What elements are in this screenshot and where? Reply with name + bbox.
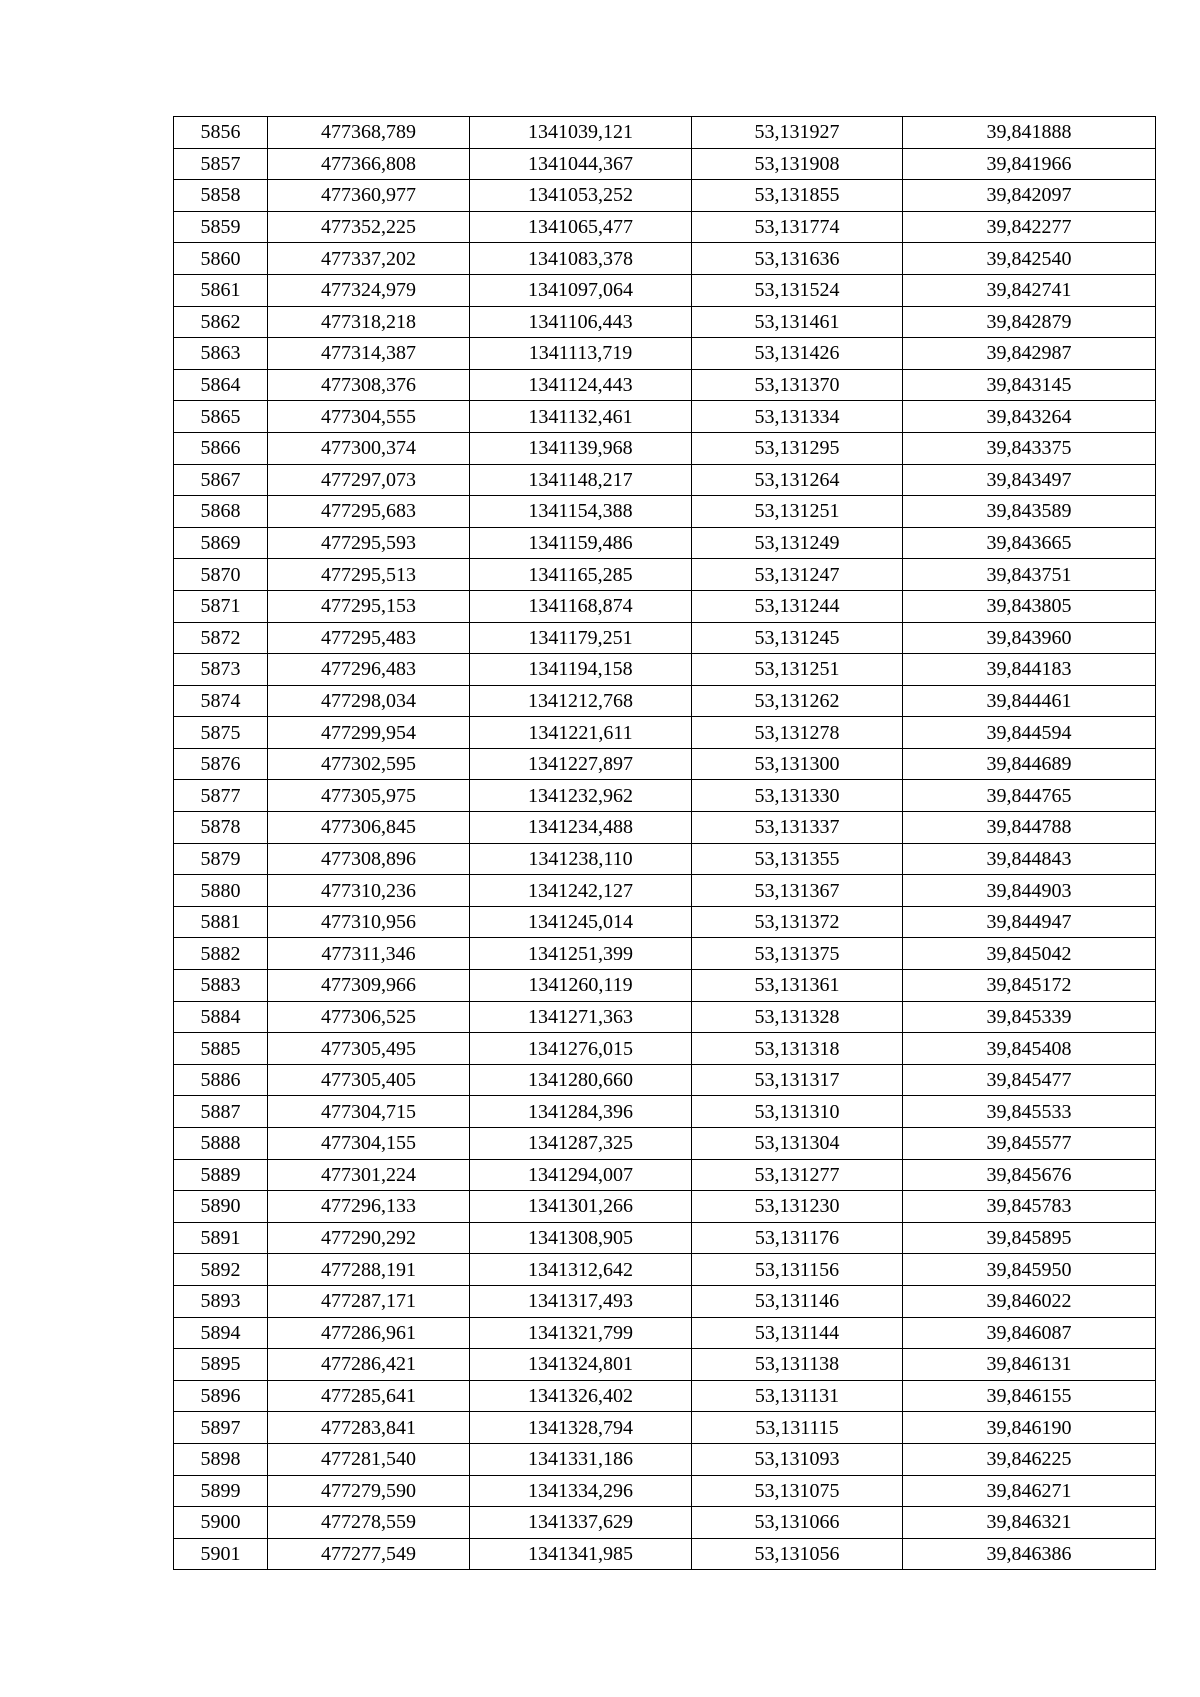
table-row (174, 306, 1156, 338)
y-coordinate-cell: 1341113,719 (470, 338, 692, 370)
latitude-cell: 53,131264 (692, 464, 903, 496)
y-coordinate-cell: 1341245,014 (470, 906, 692, 938)
longitude-cell: 39,841888 (903, 117, 1156, 149)
y-coordinate-cell: 1341212,768 (470, 685, 692, 717)
point-number-cell: 5876 (174, 748, 268, 780)
longitude-cell: 39,844765 (903, 780, 1156, 812)
x-coordinate-cell: 477302,595 (268, 748, 470, 780)
y-coordinate-cell: 1341238,110 (470, 843, 692, 875)
x-coordinate-cell: 477324,979 (268, 274, 470, 306)
longitude-cell: 39,846022 (903, 1285, 1156, 1317)
longitude-cell: 39,843145 (903, 369, 1156, 401)
latitude-cell: 53,131927 (692, 117, 903, 149)
y-coordinate-cell: 1341312,642 (470, 1254, 692, 1286)
table-row (174, 1443, 1156, 1475)
table-row (174, 717, 1156, 749)
table-row (174, 906, 1156, 938)
latitude-cell: 53,131426 (692, 338, 903, 370)
longitude-cell: 39,841966 (903, 148, 1156, 180)
point-number-cell: 5879 (174, 843, 268, 875)
y-coordinate-cell: 1341083,378 (470, 243, 692, 275)
y-coordinate-cell: 1341276,015 (470, 1033, 692, 1065)
y-coordinate-cell: 1341324,801 (470, 1349, 692, 1381)
point-number-cell: 5893 (174, 1285, 268, 1317)
x-coordinate-cell: 477295,153 (268, 590, 470, 622)
point-number-cell: 5895 (174, 1349, 268, 1381)
table-row (174, 1159, 1156, 1191)
x-coordinate-cell: 477318,218 (268, 306, 470, 338)
x-coordinate-cell: 477290,292 (268, 1222, 470, 1254)
longitude-cell: 39,843375 (903, 432, 1156, 464)
table-row (174, 1507, 1156, 1539)
x-coordinate-cell: 477306,845 (268, 812, 470, 844)
longitude-cell: 39,845533 (903, 1096, 1156, 1128)
latitude-cell: 53,131176 (692, 1222, 903, 1254)
y-coordinate-cell: 1341106,443 (470, 306, 692, 338)
x-coordinate-cell: 477295,513 (268, 559, 470, 591)
y-coordinate-cell: 1341132,461 (470, 401, 692, 433)
point-number-cell: 5886 (174, 1064, 268, 1096)
table-row (174, 243, 1156, 275)
longitude-cell: 39,845783 (903, 1191, 1156, 1223)
latitude-cell: 53,131370 (692, 369, 903, 401)
longitude-cell: 39,843960 (903, 622, 1156, 654)
longitude-cell: 39,844788 (903, 812, 1156, 844)
table-row (174, 1475, 1156, 1507)
longitude-cell: 39,844843 (903, 843, 1156, 875)
longitude-cell: 39,842540 (903, 243, 1156, 275)
latitude-cell: 53,131317 (692, 1064, 903, 1096)
y-coordinate-cell: 1341227,897 (470, 748, 692, 780)
table-row (174, 938, 1156, 970)
table-row (174, 875, 1156, 907)
longitude-cell: 39,845408 (903, 1033, 1156, 1065)
latitude-cell: 53,131855 (692, 180, 903, 212)
longitude-cell: 39,846321 (903, 1507, 1156, 1539)
longitude-cell: 39,844903 (903, 875, 1156, 907)
longitude-cell: 39,842879 (903, 306, 1156, 338)
table-row (174, 559, 1156, 591)
longitude-cell: 39,842097 (903, 180, 1156, 212)
latitude-cell: 53,131245 (692, 622, 903, 654)
y-coordinate-cell: 1341251,399 (470, 938, 692, 970)
longitude-cell: 39,844947 (903, 906, 1156, 938)
latitude-cell: 53,131908 (692, 148, 903, 180)
latitude-cell: 53,131262 (692, 685, 903, 717)
point-number-cell: 5872 (174, 622, 268, 654)
y-coordinate-cell: 1341221,611 (470, 717, 692, 749)
table-row (174, 970, 1156, 1002)
x-coordinate-cell: 477286,421 (268, 1349, 470, 1381)
table-row (174, 148, 1156, 180)
point-number-cell: 5883 (174, 970, 268, 1002)
latitude-cell: 53,131144 (692, 1317, 903, 1349)
point-number-cell: 5900 (174, 1507, 268, 1539)
latitude-cell: 53,131375 (692, 938, 903, 970)
point-number-cell: 5881 (174, 906, 268, 938)
x-coordinate-cell: 477304,555 (268, 401, 470, 433)
y-coordinate-cell: 1341331,186 (470, 1443, 692, 1475)
point-number-cell: 5862 (174, 306, 268, 338)
point-number-cell: 5857 (174, 148, 268, 180)
point-number-cell: 5890 (174, 1191, 268, 1223)
longitude-cell: 39,846225 (903, 1443, 1156, 1475)
table-row (174, 369, 1156, 401)
y-coordinate-cell: 1341065,477 (470, 211, 692, 243)
x-coordinate-cell: 477308,376 (268, 369, 470, 401)
table-row (174, 685, 1156, 717)
x-coordinate-cell: 477352,225 (268, 211, 470, 243)
x-coordinate-cell: 477295,683 (268, 496, 470, 528)
latitude-cell: 53,131056 (692, 1538, 903, 1570)
latitude-cell: 53,131367 (692, 875, 903, 907)
point-number-cell: 5885 (174, 1033, 268, 1065)
point-number-cell: 5861 (174, 274, 268, 306)
y-coordinate-cell: 1341179,251 (470, 622, 692, 654)
table-row (174, 527, 1156, 559)
point-number-cell: 5882 (174, 938, 268, 970)
point-number-cell: 5880 (174, 875, 268, 907)
longitude-cell: 39,842277 (903, 211, 1156, 243)
table-row (174, 180, 1156, 212)
y-coordinate-cell: 1341328,794 (470, 1412, 692, 1444)
point-number-cell: 5865 (174, 401, 268, 433)
longitude-cell: 39,844689 (903, 748, 1156, 780)
y-coordinate-cell: 1341232,962 (470, 780, 692, 812)
latitude-cell: 53,131251 (692, 496, 903, 528)
x-coordinate-cell: 477295,593 (268, 527, 470, 559)
latitude-cell: 53,131310 (692, 1096, 903, 1128)
table-row (174, 1254, 1156, 1286)
y-coordinate-cell: 1341165,285 (470, 559, 692, 591)
table-row (174, 780, 1156, 812)
longitude-cell: 39,845172 (903, 970, 1156, 1002)
table-row (174, 1380, 1156, 1412)
x-coordinate-cell: 477314,387 (268, 338, 470, 370)
y-coordinate-cell: 1341326,402 (470, 1380, 692, 1412)
x-coordinate-cell: 477298,034 (268, 685, 470, 717)
longitude-cell: 39,843497 (903, 464, 1156, 496)
point-number-cell: 5892 (174, 1254, 268, 1286)
longitude-cell: 39,846087 (903, 1317, 1156, 1349)
x-coordinate-cell: 477310,236 (268, 875, 470, 907)
y-coordinate-cell: 1341159,486 (470, 527, 692, 559)
longitude-cell: 39,845895 (903, 1222, 1156, 1254)
latitude-cell: 53,131337 (692, 812, 903, 844)
x-coordinate-cell: 477279,590 (268, 1475, 470, 1507)
point-number-cell: 5874 (174, 685, 268, 717)
latitude-cell: 53,131304 (692, 1128, 903, 1160)
latitude-cell: 53,131636 (692, 243, 903, 275)
x-coordinate-cell: 477306,525 (268, 1001, 470, 1033)
coordinates-table-body (174, 117, 1156, 1570)
point-number-cell: 5871 (174, 590, 268, 622)
point-number-cell: 5888 (174, 1128, 268, 1160)
longitude-cell: 39,843665 (903, 527, 1156, 559)
x-coordinate-cell: 477296,133 (268, 1191, 470, 1223)
y-coordinate-cell: 1341337,629 (470, 1507, 692, 1539)
table-row (174, 274, 1156, 306)
table-row (174, 843, 1156, 875)
y-coordinate-cell: 1341039,121 (470, 117, 692, 149)
x-coordinate-cell: 477309,966 (268, 970, 470, 1002)
y-coordinate-cell: 1341242,127 (470, 875, 692, 907)
latitude-cell: 53,131230 (692, 1191, 903, 1223)
table-row (174, 1096, 1156, 1128)
x-coordinate-cell: 477297,073 (268, 464, 470, 496)
latitude-cell: 53,131249 (692, 527, 903, 559)
longitude-cell: 39,843264 (903, 401, 1156, 433)
latitude-cell: 53,131355 (692, 843, 903, 875)
y-coordinate-cell: 1341097,064 (470, 274, 692, 306)
latitude-cell: 53,131278 (692, 717, 903, 749)
x-coordinate-cell: 477300,374 (268, 432, 470, 464)
x-coordinate-cell: 477305,975 (268, 780, 470, 812)
point-number-cell: 5867 (174, 464, 268, 496)
table-row (174, 1033, 1156, 1065)
longitude-cell: 39,845676 (903, 1159, 1156, 1191)
table-row (174, 590, 1156, 622)
y-coordinate-cell: 1341334,296 (470, 1475, 692, 1507)
point-number-cell: 5878 (174, 812, 268, 844)
point-number-cell: 5858 (174, 180, 268, 212)
point-number-cell: 5887 (174, 1096, 268, 1128)
table-row (174, 496, 1156, 528)
table-row (174, 1001, 1156, 1033)
x-coordinate-cell: 477277,549 (268, 1538, 470, 1570)
table-row (174, 1538, 1156, 1570)
latitude-cell: 53,131372 (692, 906, 903, 938)
point-number-cell: 5896 (174, 1380, 268, 1412)
y-coordinate-cell: 1341301,266 (470, 1191, 692, 1223)
table-row (174, 1222, 1156, 1254)
x-coordinate-cell: 477281,540 (268, 1443, 470, 1475)
table-row (174, 622, 1156, 654)
point-number-cell: 5873 (174, 654, 268, 686)
x-coordinate-cell: 477305,495 (268, 1033, 470, 1065)
x-coordinate-cell: 477310,956 (268, 906, 470, 938)
point-number-cell: 5889 (174, 1159, 268, 1191)
y-coordinate-cell: 1341168,874 (470, 590, 692, 622)
y-coordinate-cell: 1341280,660 (470, 1064, 692, 1096)
x-coordinate-cell: 477295,483 (268, 622, 470, 654)
point-number-cell: 5897 (174, 1412, 268, 1444)
table-row (174, 117, 1156, 149)
y-coordinate-cell: 1341341,985 (470, 1538, 692, 1570)
table-row (174, 1412, 1156, 1444)
point-number-cell: 5866 (174, 432, 268, 464)
longitude-cell: 39,843805 (903, 590, 1156, 622)
point-number-cell: 5870 (174, 559, 268, 591)
point-number-cell: 5898 (174, 1443, 268, 1475)
latitude-cell: 53,131156 (692, 1254, 903, 1286)
latitude-cell: 53,131075 (692, 1475, 903, 1507)
point-number-cell: 5868 (174, 496, 268, 528)
point-number-cell: 5875 (174, 717, 268, 749)
point-number-cell: 5859 (174, 211, 268, 243)
longitude-cell: 39,845577 (903, 1128, 1156, 1160)
longitude-cell: 39,842987 (903, 338, 1156, 370)
point-number-cell: 5856 (174, 117, 268, 149)
point-number-cell: 5860 (174, 243, 268, 275)
latitude-cell: 53,131066 (692, 1507, 903, 1539)
latitude-cell: 53,131146 (692, 1285, 903, 1317)
longitude-cell: 39,845477 (903, 1064, 1156, 1096)
latitude-cell: 53,131244 (692, 590, 903, 622)
table-row (174, 654, 1156, 686)
x-coordinate-cell: 477311,346 (268, 938, 470, 970)
y-coordinate-cell: 1341287,325 (470, 1128, 692, 1160)
latitude-cell: 53,131277 (692, 1159, 903, 1191)
point-number-cell: 5901 (174, 1538, 268, 1570)
x-coordinate-cell: 477296,483 (268, 654, 470, 686)
x-coordinate-cell: 477304,155 (268, 1128, 470, 1160)
x-coordinate-cell: 477299,954 (268, 717, 470, 749)
point-number-cell: 5869 (174, 527, 268, 559)
x-coordinate-cell: 477337,202 (268, 243, 470, 275)
latitude-cell: 53,131774 (692, 211, 903, 243)
x-coordinate-cell: 477305,405 (268, 1064, 470, 1096)
latitude-cell: 53,131251 (692, 654, 903, 686)
table-row (174, 1128, 1156, 1160)
longitude-cell: 39,845339 (903, 1001, 1156, 1033)
y-coordinate-cell: 1341321,799 (470, 1317, 692, 1349)
longitude-cell: 39,846271 (903, 1475, 1156, 1507)
x-coordinate-cell: 477285,641 (268, 1380, 470, 1412)
table-row (174, 812, 1156, 844)
latitude-cell: 53,131318 (692, 1033, 903, 1065)
longitude-cell: 39,846386 (903, 1538, 1156, 1570)
table-row (174, 1285, 1156, 1317)
y-coordinate-cell: 1341234,488 (470, 812, 692, 844)
longitude-cell: 39,846131 (903, 1349, 1156, 1381)
x-coordinate-cell: 477283,841 (268, 1412, 470, 1444)
table-row (174, 748, 1156, 780)
x-coordinate-cell: 477278,559 (268, 1507, 470, 1539)
longitude-cell: 39,843751 (903, 559, 1156, 591)
y-coordinate-cell: 1341139,968 (470, 432, 692, 464)
y-coordinate-cell: 1341308,905 (470, 1222, 692, 1254)
table-row (174, 432, 1156, 464)
latitude-cell: 53,131093 (692, 1443, 903, 1475)
latitude-cell: 53,131334 (692, 401, 903, 433)
y-coordinate-cell: 1341260,119 (470, 970, 692, 1002)
latitude-cell: 53,131330 (692, 780, 903, 812)
x-coordinate-cell: 477366,808 (268, 148, 470, 180)
latitude-cell: 53,131461 (692, 306, 903, 338)
point-number-cell: 5877 (174, 780, 268, 812)
table-row (174, 1317, 1156, 1349)
table-row (174, 464, 1156, 496)
coordinates-table (173, 116, 1156, 1570)
point-number-cell: 5891 (174, 1222, 268, 1254)
point-number-cell: 5884 (174, 1001, 268, 1033)
table-row (174, 211, 1156, 243)
longitude-cell: 39,842741 (903, 274, 1156, 306)
x-coordinate-cell: 477308,896 (268, 843, 470, 875)
longitude-cell: 39,845042 (903, 938, 1156, 970)
longitude-cell: 39,846190 (903, 1412, 1156, 1444)
x-coordinate-cell: 477368,789 (268, 117, 470, 149)
table-row (174, 1191, 1156, 1223)
x-coordinate-cell: 477287,171 (268, 1285, 470, 1317)
y-coordinate-cell: 1341154,388 (470, 496, 692, 528)
latitude-cell: 53,131247 (692, 559, 903, 591)
y-coordinate-cell: 1341317,493 (470, 1285, 692, 1317)
y-coordinate-cell: 1341294,007 (470, 1159, 692, 1191)
latitude-cell: 53,131328 (692, 1001, 903, 1033)
latitude-cell: 53,131138 (692, 1349, 903, 1381)
latitude-cell: 53,131524 (692, 274, 903, 306)
x-coordinate-cell: 477288,191 (268, 1254, 470, 1286)
latitude-cell: 53,131300 (692, 748, 903, 780)
table-row (174, 401, 1156, 433)
x-coordinate-cell: 477301,224 (268, 1159, 470, 1191)
point-number-cell: 5894 (174, 1317, 268, 1349)
y-coordinate-cell: 1341271,363 (470, 1001, 692, 1033)
longitude-cell: 39,845950 (903, 1254, 1156, 1286)
x-coordinate-cell: 477286,961 (268, 1317, 470, 1349)
longitude-cell: 39,844461 (903, 685, 1156, 717)
longitude-cell: 39,846155 (903, 1380, 1156, 1412)
y-coordinate-cell: 1341044,367 (470, 148, 692, 180)
point-number-cell: 5864 (174, 369, 268, 401)
longitude-cell: 39,844594 (903, 717, 1156, 749)
y-coordinate-cell: 1341284,396 (470, 1096, 692, 1128)
x-coordinate-cell: 477304,715 (268, 1096, 470, 1128)
x-coordinate-cell: 477360,977 (268, 180, 470, 212)
latitude-cell: 53,131131 (692, 1380, 903, 1412)
point-number-cell: 5863 (174, 338, 268, 370)
longitude-cell: 39,844183 (903, 654, 1156, 686)
latitude-cell: 53,131295 (692, 432, 903, 464)
y-coordinate-cell: 1341124,443 (470, 369, 692, 401)
y-coordinate-cell: 1341148,217 (470, 464, 692, 496)
latitude-cell: 53,131115 (692, 1412, 903, 1444)
longitude-cell: 39,843589 (903, 496, 1156, 528)
y-coordinate-cell: 1341053,252 (470, 180, 692, 212)
table-row (174, 338, 1156, 370)
table-row (174, 1064, 1156, 1096)
y-coordinate-cell: 1341194,158 (470, 654, 692, 686)
point-number-cell: 5899 (174, 1475, 268, 1507)
table-row (174, 1349, 1156, 1381)
latitude-cell: 53,131361 (692, 970, 903, 1002)
